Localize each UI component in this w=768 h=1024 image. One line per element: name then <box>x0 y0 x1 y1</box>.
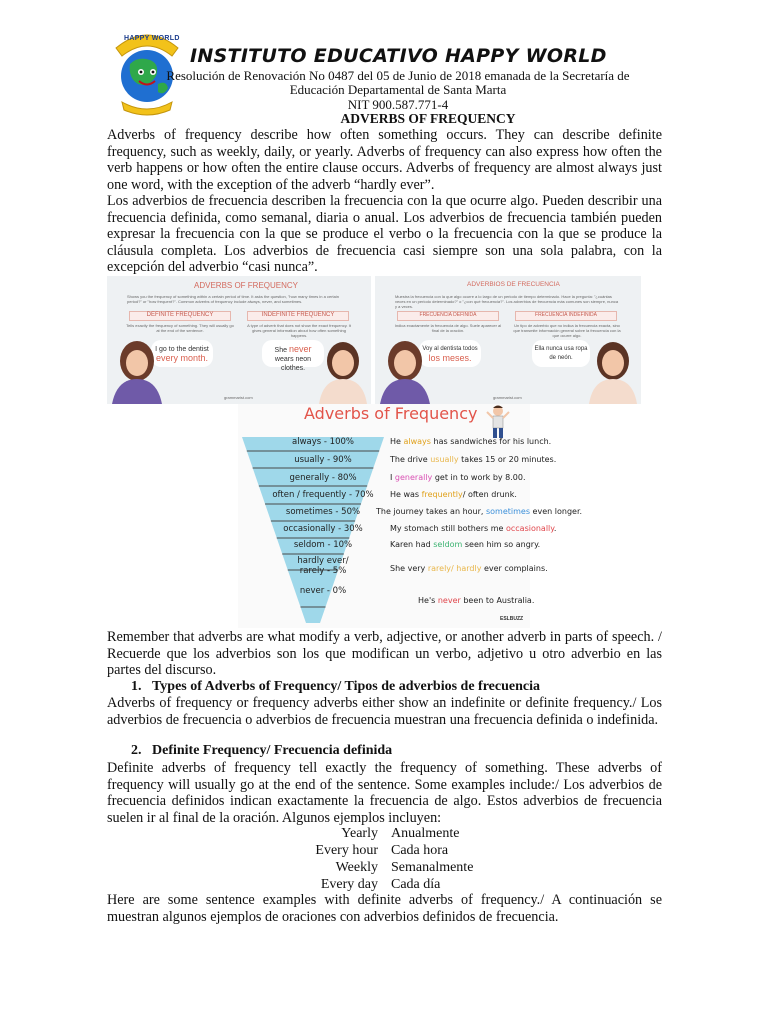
example-spanish: Semanalmente <box>391 860 474 875</box>
section-1-number: 1. <box>131 679 142 694</box>
panel-es-definite-label: FRECUENCIA DEFINIDA <box>397 311 499 321</box>
funnel-example-sentence: He always has sandwiches for his lunch. <box>390 437 552 446</box>
nit-line: NIT 900.587.771-4 <box>347 97 449 112</box>
panel-en-bubble-2: She never wears neon clothes. <box>262 340 324 367</box>
panel-es-definite-desc: Indica exactamente la frecuencia de algo. Suele aparecer al final de la oración. <box>394 323 502 333</box>
adverb-highlight: sometimes <box>485 507 531 516</box>
logo-text: HAPPY WORLD <box>124 35 180 42</box>
woman-smiling-illustration <box>313 331 371 404</box>
panel-en-intro: Shows you the frequency of something within a certain period of time. It asks the question, "how many times in a certain period?" or "how frequent?". Common adverbs of frequency include always, never, and sometimes. <box>127 294 339 304</box>
panel-en-definite-desc: Tells exactly the frequency of something. They will usually go at the end of the sentence. <box>126 323 234 333</box>
frequency-funnel-infographic <box>238 404 583 628</box>
adverb-highlight: always <box>403 437 431 446</box>
panel-en-bubble-1: I go to the dentist every month. <box>151 340 213 367</box>
panel-es-credit: grammarist.com <box>493 395 522 400</box>
funnel-level-label: always - 100% <box>292 437 354 447</box>
adverb-highlight: never <box>437 596 461 605</box>
infographic-spanish <box>375 276 641 404</box>
panel-es-bubble-2: Ella nunca usa ropa de neón. <box>532 340 590 367</box>
example-spanish: Cada hora <box>391 843 449 858</box>
funnel-example-sentence: Karen had seldom seen him so angry. <box>390 540 541 549</box>
intro-spanish: Los adverbios de frecuencia describen la frecuencia con la que ocurre algo. Pueden describir una frecuencia definida, como semanal, diaria o anual. Los adverbios de frecuencia también pueden expresar la frecuencia con la que se produce el verbo o la frecuencia con la que se produce la cláusula completa. Los adverbios de frecuencia casi siempre son una sola palabra, con la excepción del adverbio “casi nunca”. <box>107 193 662 276</box>
example-spanish: Cada día <box>391 877 441 892</box>
section-2-closing: Here are some sentence examples with definite adverbs of frequency./ A continuación se muestran algunos ejemplos de oraciones con adverbios definidos de frecuencia. <box>107 892 662 925</box>
funnel-example-sentence: My stomach still bothers me occasionally. <box>390 524 557 533</box>
funnel-credit: ESLBUZZ <box>500 616 524 622</box>
funnel-example-sentence: The journey takes an hour, sometimes even longer. <box>376 507 583 516</box>
remember-paragraph: Remember that adverbs are what modify a verb, adjective, or another adverb in parts of speech. / Recuerde que los adverbios son los que modifican un verbo, adjetivo u otro adverbio en las partes del discurso. <box>107 629 662 679</box>
panel-en-definite-label: DEFINITE FREQUENCY <box>129 311 231 321</box>
panel-en-indefinite-label: INDEFINITE FREQUENCY <box>247 311 349 321</box>
funnel-title: Adverbs of Frequency <box>304 404 478 423</box>
section-2-number: 2. <box>131 743 142 758</box>
adverb-highlight: seldom <box>433 540 463 549</box>
funnel-example-sentence: He was frequently/ often drunk. <box>390 490 517 499</box>
panel-es-bubble-1: Voy al dentista todos los meses. <box>419 340 481 367</box>
example-english: Weekly <box>335 860 378 875</box>
intro-english: Adverbs of frequency describe how often something occurs. They can describe definite frequency, such as weekly, daily, or yearly. Adverbs of frequency can also express how often the verb happens or how often the entire clause occurs. Adverbs of frequency are almost always just one word, with the exception of the adverb “hardly ever”. <box>107 127 662 193</box>
section-2-heading: Definite Frequency/ Frecuencia definida <box>152 743 393 758</box>
adverb-highlight: occasionally <box>505 524 554 533</box>
institution-name: INSTITUTO EDUCATIVO HAPPY WORLD <box>190 45 607 67</box>
resolution-line-1: Resolución de Renovación No 0487 del 05 de Junio de 2018 emanada de la Secretaría de <box>166 68 630 83</box>
example-spanish: Anualmente <box>391 826 460 841</box>
woman-thinking-illustration <box>375 331 435 404</box>
funnel-example-sentence: The drive usually takes 15 or 20 minutes. <box>390 455 557 464</box>
adverb-highlight: generally <box>394 473 433 482</box>
funnel-example-sentence: I generally get in to work by 8.00. <box>390 473 526 482</box>
panel-es-intro: Muestra la frecuencia con la que algo ocurre a lo largo de un periodo de tiempo determinado. Hace la pregunta: "¿cuántas veces en un periodo determinado?" o "¿con qué frecuencia?". Los adverbios de frecuencia más comunes son siempre, nunca y a veces. <box>395 294 619 309</box>
examples-table <box>0 826 768 896</box>
infographic-english <box>107 276 371 404</box>
section-1-text: Adverbs of frequency or frequency adverbs either show an indefinite or definite frequency./ Los adverbios de frecuencia o adverbios de frecuencia muestran una frecuencia definida o indefinida. <box>107 695 662 728</box>
example-english: Yearly <box>341 826 378 841</box>
example-english: Every hour <box>315 843 378 858</box>
woman-thinking-illustration <box>107 331 167 404</box>
panel-en-title: ADVERBS OF FREQUENCY <box>194 281 299 290</box>
woman-smiling-illustration <box>583 331 641 404</box>
funnel-level-label: seldom - 10% <box>293 540 353 550</box>
funnel-level-label: hardly ever/ rarely - 5% <box>297 556 349 576</box>
resolution-line-2: Educación Departamental de Santa Marta <box>289 82 507 97</box>
adverb-highlight: usually <box>430 455 459 464</box>
funnel-level-label: often / frequently - 70% <box>272 490 374 500</box>
funnel-level-label: occasionally - 30% <box>283 524 363 534</box>
funnel-level-label: never - 0% <box>299 586 347 596</box>
funnel-level-label: sometimes - 50% <box>285 507 361 517</box>
boy-icon <box>486 404 510 440</box>
funnel-level-label: usually - 90% <box>294 455 352 465</box>
panel-es-title: ADVERBIOS DE FRECUENCIA <box>467 281 560 288</box>
funnel-example-sentence: He's never been to Australia. <box>418 596 535 605</box>
adverb-highlight: rarely/ hardly <box>427 564 482 573</box>
panel-en-indefinite-desc: A type of adverb that does not show the exact frequency. It gives general information about how often something happens. <box>247 323 351 338</box>
section-2-text: Definite adverbs of frequency tell exactly the frequency of something. These adverbs of frequency will usually go at the end of the sentence. Some examples include:/ Los adverbios de frecuencia definidos indican exactamente la frecuencia de algo. Estos adverbios de frecuencia suelen ir al final de la oración. Algunos ejemplos incluyen: <box>107 760 662 826</box>
panel-en-credit: grammarist.com <box>224 395 253 400</box>
example-english: Every day <box>320 877 378 892</box>
panel-es-indefinite-desc: Un tipo de adverbio que no indica la frecuencia exacta, sino que transmite información general sobre la frecuencia con la que ocurre algo. <box>513 323 621 338</box>
adverb-highlight: frequently <box>421 490 463 499</box>
section-1-heading: Types of Adverbs of Frequency/ Tipos de adverbios de frecuencia <box>152 679 540 694</box>
funnel-level-label: generally - 80% <box>289 473 357 483</box>
document-title: ADVERBS OF FREQUENCY <box>340 111 516 126</box>
funnel-example-sentence: She very rarely/ hardly ever complains. <box>390 564 548 573</box>
panel-es-indefinite-label: FRECUENCIA INDEFINIDA <box>515 311 617 321</box>
